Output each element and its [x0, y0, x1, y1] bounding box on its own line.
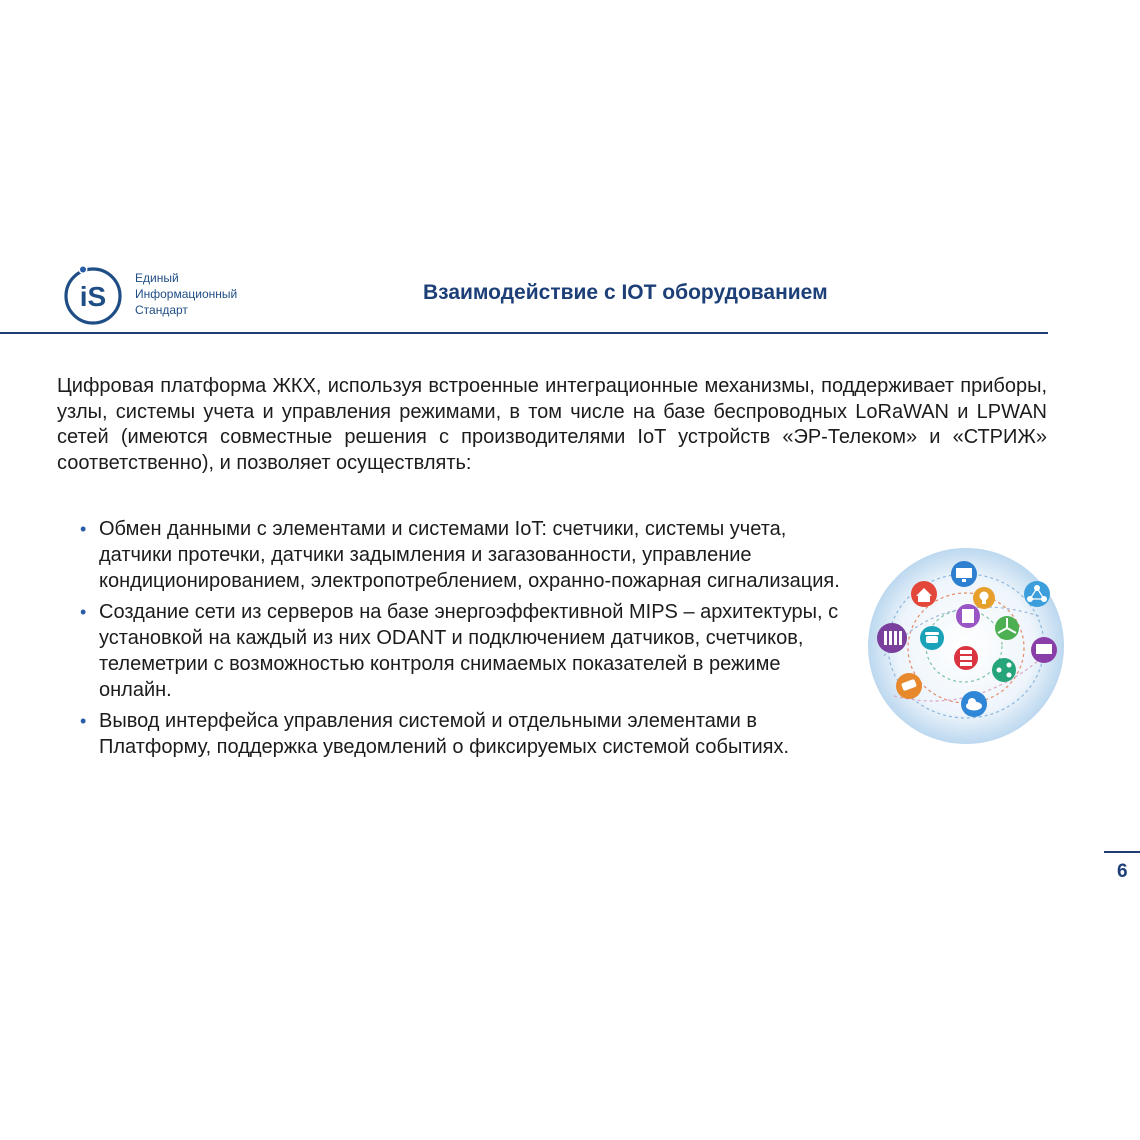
radiator-icon: [877, 623, 907, 653]
building-icon: [956, 604, 980, 628]
share-icon: [992, 658, 1016, 682]
bullet-marker: •: [80, 602, 87, 622]
network-icon: [1024, 581, 1050, 607]
list-item-text: Вывод интерфейса управления системой и отдельными элементами в Платформу, поддержка уведомлений о фиксируемых системой событиях.: [99, 710, 790, 758]
list-item-text: Создание сети из серверов на базе энергоэффективной MIPS – архитектуры, с установкой на каждый из них ODANT и подключением датчиков, счетчиков, телеметрии с возможностью контроля снимаемых показателей в режиме онлайн.: [99, 601, 839, 701]
company-name-line: Единый: [135, 271, 179, 285]
is-logo-icon: [62, 265, 124, 327]
wind-turbine-icon: [995, 616, 1019, 640]
company-logo: [62, 263, 262, 325]
company-name: [135, 270, 237, 318]
lightbulb-icon: [973, 587, 995, 609]
bullet-marker: •: [80, 519, 87, 539]
company-name-line: Стандарт: [135, 303, 188, 317]
home-icon: [911, 581, 937, 607]
slide-title: Взаимодействие с IOT оборудованием: [423, 281, 828, 304]
cloud-icon: [961, 691, 987, 717]
logo-letters: iS: [79, 281, 107, 312]
bullet-marker: •: [80, 711, 87, 731]
title-divider: [0, 332, 1048, 334]
page-number-rule: [1104, 851, 1140, 853]
list-item: [80, 599, 850, 703]
computer-icon: [951, 561, 977, 587]
list-item-text: Обмен данными с элементами и системами IoT: счетчики, системы учета, датчики протечки, датчики задымления и загазованности, управление кондиционированием, электропотреблением, охранно-пожарная сигнализация.: [99, 518, 840, 592]
feature-list: [80, 516, 850, 765]
company-name-line: Информационный: [135, 287, 238, 301]
monitor-icon: [1031, 637, 1057, 663]
telephone-icon: [920, 626, 944, 650]
iot-network-illustration: [864, 546, 1068, 746]
list-item: [80, 708, 850, 760]
server-icon: [954, 646, 978, 670]
list-item: [80, 516, 850, 594]
intro-paragraph: Цифровая платформа ЖКХ, используя встроенные интеграционные механизмы, поддерживает приборы, узлы, системы учета и управления режимами, в том числе на базе беспроводных LoRaWAN и LPWAN сетей (имеются совместные решения с производителями IoT устройств «ЭР-Телеком» и «СТРИЖ» соответственно), и позволяет осуществлять:: [57, 375, 1047, 474]
cctv-camera-icon: [896, 673, 922, 699]
page-number: 6: [1117, 861, 1128, 882]
